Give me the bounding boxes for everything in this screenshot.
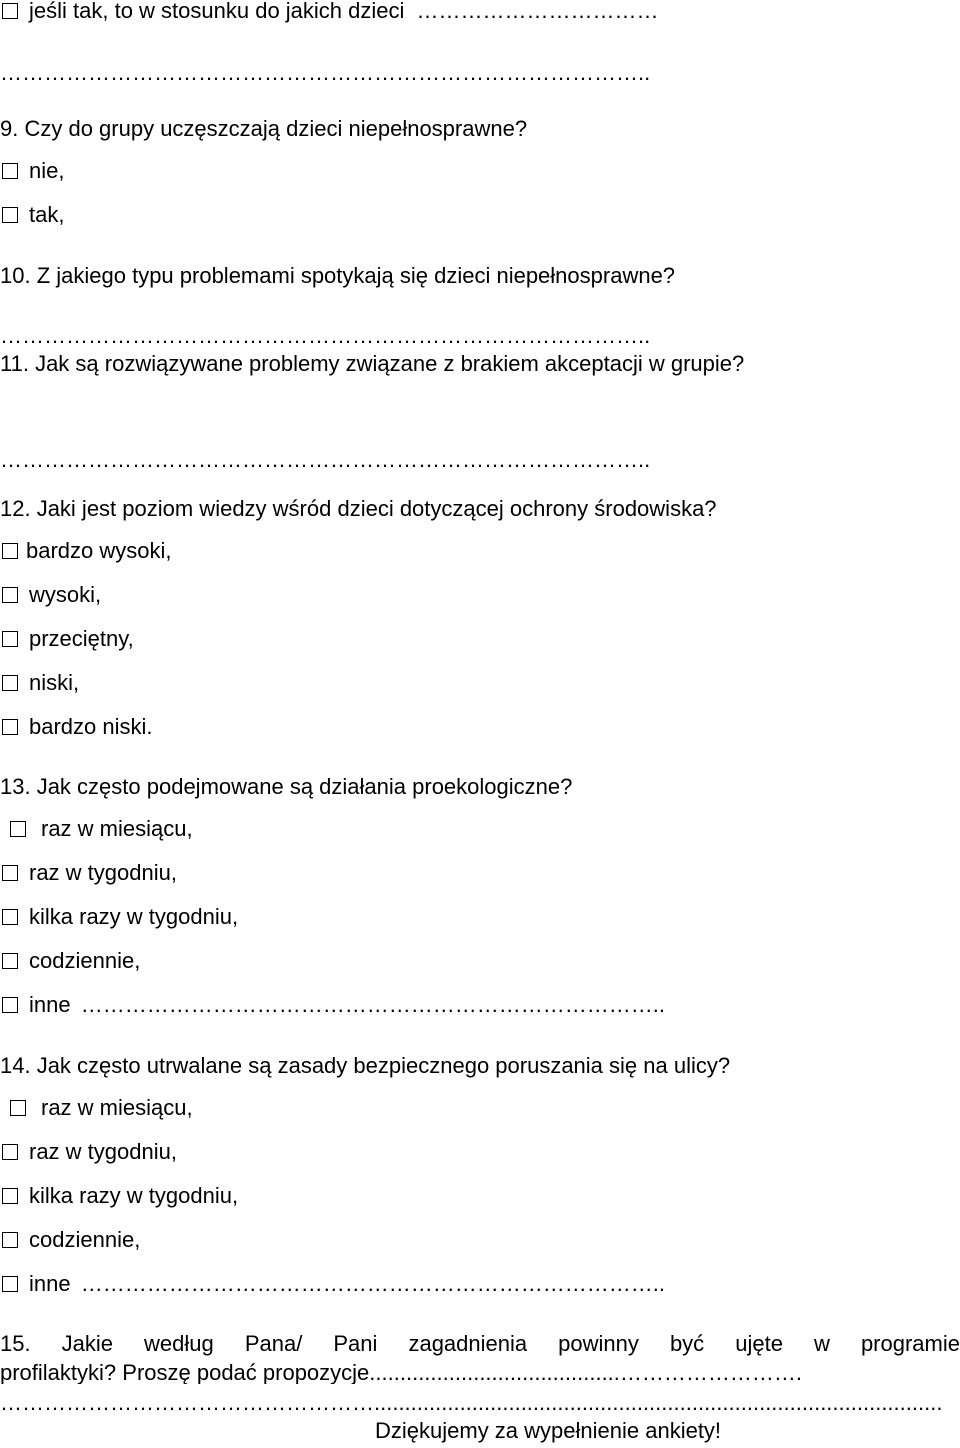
checkbox[interactable]: [2, 543, 18, 559]
option-item: [0, 160, 64, 182]
question-14: 14. Jak często utrwalane są zasady bezpiecznego poruszania się na ulicy?: [0, 1053, 731, 1078]
option-label: codziennie,: [29, 1227, 141, 1252]
option-item: [0, 1229, 140, 1251]
other-answer-dots[interactable]: ……………………………………………………………………..: [80, 1271, 665, 1296]
question-word: być: [669, 1331, 705, 1356]
question-word: 15.: [0, 1331, 31, 1356]
option-label: raz w tygodniu,: [29, 860, 177, 885]
option-item: [0, 672, 79, 694]
checkbox[interactable]: [10, 1100, 26, 1116]
option-item: [0, 818, 193, 840]
option-label: niski,: [29, 670, 80, 695]
question-word: powinny: [558, 1331, 639, 1356]
option-item: [0, 1185, 238, 1207]
checkbox[interactable]: [2, 1232, 18, 1248]
answer-dots[interactable]: ……………………………………………: [0, 1392, 374, 1414]
option-label: raz w tygodniu,: [29, 1139, 177, 1164]
checkbox[interactable]: [2, 675, 18, 691]
option-item: [0, 862, 177, 884]
checkbox[interactable]: [10, 821, 26, 837]
checkbox[interactable]: [2, 1276, 18, 1292]
option-label: raz w miesiącu,: [41, 816, 193, 841]
checkbox[interactable]: [2, 3, 18, 19]
checkbox[interactable]: [2, 1188, 18, 1204]
option-label: przeciętny,: [29, 626, 134, 651]
option-item: [0, 540, 172, 562]
question-word: Jakie: [61, 1331, 113, 1356]
option-item: [0, 906, 238, 928]
option-item: [0, 204, 64, 226]
question-12: 12. Jaki jest poziom wiedzy wśród dzieci dotyczącej ochrony środowiska?: [0, 496, 717, 521]
checkbox[interactable]: [2, 631, 18, 647]
checkbox[interactable]: [2, 953, 18, 969]
option-item: [0, 584, 101, 606]
checkbox[interactable]: [2, 587, 18, 603]
answer-line[interactable]: ……………………………………………………………………………..: [0, 447, 651, 472]
question-word: programie: [860, 1331, 960, 1356]
question-word: w: [814, 1331, 830, 1356]
question-10: 10. Z jakiego typu problemami spotykają się dzieci niepełnosprawne?: [0, 263, 676, 288]
option-item: [0, 950, 140, 972]
option-item: [0, 628, 134, 650]
answer-dots[interactable]: ……………………………: [416, 0, 659, 23]
option-label: bardzo wysoki,: [26, 538, 172, 563]
question-11: 11. Jak są rozwiązywane problemy związane z brakiem akceptacji w grupie?: [0, 351, 745, 376]
answer-line[interactable]: [0, 1392, 960, 1414]
option-label: wysoki,: [29, 582, 102, 607]
question-13: 13. Jak często podejmowane są działania proekologiczne?: [0, 774, 573, 799]
option-item: [0, 716, 153, 738]
option-label: inne: [29, 1271, 71, 1296]
checkbox[interactable]: [2, 909, 18, 925]
option-label: jeśli tak, to w stosunku do jakich dzieci: [29, 0, 405, 23]
option-label: nie,: [29, 158, 65, 183]
q8-followup-option: [0, 0, 659, 22]
option-item-other: [0, 994, 665, 1016]
option-item: [0, 1097, 193, 1119]
option-label: tak,: [29, 202, 65, 227]
question-word: zagadnienia: [408, 1331, 528, 1356]
checkbox[interactable]: [2, 207, 18, 223]
question-word: Pana/: [244, 1331, 303, 1356]
option-label: raz w miesiącu,: [41, 1095, 193, 1120]
closing-thanks: Dziękujemy za wypełnienie ankiety!: [375, 1418, 722, 1443]
question-word: Pani: [333, 1331, 378, 1356]
question-word: ujęte: [735, 1331, 783, 1356]
question-15-line-1: [0, 1333, 960, 1355]
option-label: kilka razy w tygodniu,: [29, 1183, 239, 1208]
option-label: bardzo niski.: [29, 714, 153, 739]
other-answer-dots[interactable]: ……………………………………………………………………..: [80, 992, 665, 1017]
question-15-line-2: profilaktyki? Proszę podać propozycje.........................................…………………….: [0, 1362, 803, 1384]
option-label: codziennie,: [29, 948, 141, 973]
option-item: [0, 1141, 177, 1163]
option-item-other: [0, 1273, 665, 1295]
option-label: inne: [29, 992, 71, 1017]
checkbox[interactable]: [2, 163, 18, 179]
checkbox[interactable]: [2, 719, 18, 735]
answer-line[interactable]: ……………………………………………………………………………..: [0, 323, 651, 348]
option-label: kilka razy w tygodniu,: [29, 904, 239, 929]
checkbox[interactable]: [2, 1144, 18, 1160]
answer-dots[interactable]: .............................................................................................: [374, 1392, 943, 1414]
question-9: 9. Czy do grupy uczęszczają dzieci niepełnosprawne?: [0, 116, 528, 141]
checkbox[interactable]: [2, 997, 18, 1013]
answer-line[interactable]: ……………………………………………………………………………..: [0, 60, 651, 85]
question-word: według: [144, 1331, 214, 1356]
checkbox[interactable]: [2, 865, 18, 881]
